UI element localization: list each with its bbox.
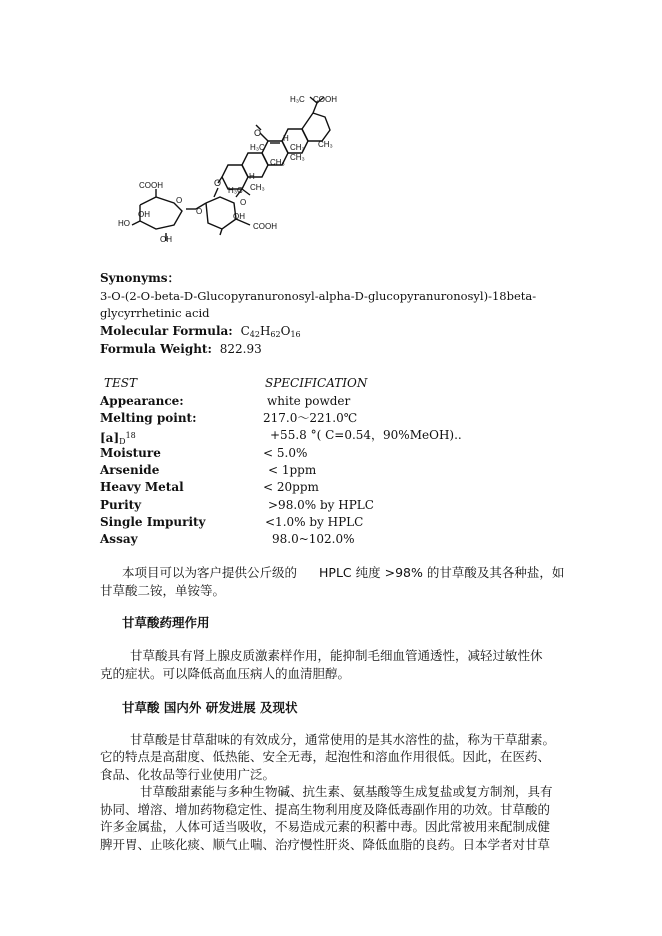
spec-test: Moisture bbox=[100, 446, 161, 460]
weight-label: Formula Weight: bbox=[100, 342, 212, 356]
chem-label: CH₃ bbox=[318, 140, 333, 149]
chem-label: H₃C bbox=[250, 143, 265, 152]
chem-label: COOH bbox=[253, 222, 277, 231]
spec-test: Appearance: bbox=[100, 394, 184, 408]
spec-test: Purity bbox=[100, 498, 142, 512]
chem-label: O bbox=[176, 196, 183, 205]
spec-value: 98.0~102.0% bbox=[272, 532, 355, 546]
formula-o: O bbox=[280, 324, 291, 338]
chem-label: CH₃ bbox=[290, 153, 305, 162]
research-line-6: 许多金属盐，人体可适当吸收，不易造成元素的积蓄中毒。因此常被用来配制成健 bbox=[100, 819, 551, 834]
spec-test: [a] bbox=[100, 431, 120, 445]
research-line-5: 协同、增溶、增加药物稳定性、提高生物利用度及降低毒副作用的功效。甘草酸的 bbox=[100, 802, 551, 817]
spec-test: Melting point: bbox=[100, 411, 197, 425]
spec-test: Assay bbox=[100, 532, 138, 546]
spec-test: Arsenide bbox=[100, 463, 160, 477]
intro-a: 本项目可以为客户提供公斤级的 bbox=[122, 565, 298, 580]
formula-h-n: 62 bbox=[270, 330, 281, 339]
intro-line-1 bbox=[122, 563, 564, 582]
synonyms-line-2: glycyrrhetinic acid bbox=[100, 306, 210, 320]
spec-test-sub: D bbox=[119, 437, 126, 446]
intro-b: HPLC 纯度 >98% 的甘草酸及其各种盐，如 bbox=[319, 565, 565, 580]
research-line-4: 甘草酸甜素能与多种生物碱、抗生素、氨基酸等生成复盐或复方制剂，具有 bbox=[140, 784, 553, 799]
chem-label: H₃C bbox=[228, 186, 243, 195]
chem-label: CH₃ bbox=[250, 183, 265, 192]
chem-label: OH bbox=[138, 210, 150, 219]
col-spec-header: SPECIFICATION bbox=[265, 376, 368, 390]
spec-value: < 20ppm bbox=[263, 480, 319, 494]
spec-value: white powder bbox=[267, 394, 351, 408]
col-test-header: TEST bbox=[104, 376, 137, 390]
chem-label: COOH bbox=[139, 181, 163, 190]
molecular-formula bbox=[100, 323, 301, 343]
research-line-2: 它的特点是高甜度、低热能、安全无毒，起泡性和溶血作用很低。因此，在医药、 bbox=[100, 749, 551, 764]
chem-label: CH₃ bbox=[290, 143, 305, 152]
spec-test-sup: 18 bbox=[125, 431, 136, 440]
formula-c: C bbox=[240, 324, 250, 338]
formula-label: Molecular Formula: bbox=[100, 324, 233, 338]
chem-label: H₃C bbox=[290, 95, 305, 104]
chem-label: HO bbox=[118, 219, 130, 228]
intro-line-2: 甘草酸二铵，单铵等。 bbox=[100, 583, 226, 598]
pharmacology-line-1: 甘草酸具有肾上腺皮质激素样作用，能抑制毛细血管通透性，减轻过敏性休 bbox=[130, 648, 543, 663]
chem-label: OH bbox=[233, 212, 245, 221]
chem-label: COOH bbox=[313, 95, 337, 104]
spec-value: 217.0～221.0℃ bbox=[263, 411, 358, 425]
formula-weight bbox=[100, 341, 262, 358]
spec-value: <1.0% by HPLC bbox=[265, 515, 364, 529]
spec-test: Single Impurity bbox=[100, 515, 206, 529]
spec-value: >98.0% by HPLC bbox=[268, 498, 374, 512]
research-line-7: 脾开胃、止咳化痰、顺气止喘、治疗慢性肝炎、降低血脂的良药。日本学者对甘草 bbox=[100, 837, 551, 852]
weight-value: 822.93 bbox=[219, 342, 262, 356]
spec-value: +55.8 °( C=0.54，90%MeOH).. bbox=[270, 428, 462, 442]
formula-o-n: 16 bbox=[290, 330, 301, 339]
research-line-3: 食品、化妆品等行业使用广泛。 bbox=[100, 767, 276, 782]
glycyrrhizic-acid-structure bbox=[110, 85, 370, 250]
pharmacology-line-2: 克的症状。可以降低高血压病人的血清胆醇。 bbox=[100, 666, 351, 681]
section-heading-research: 甘草酸 国内外 研发进展 及现状 bbox=[122, 700, 298, 715]
spec-test: Heavy Metal bbox=[100, 480, 184, 494]
chem-label: OH bbox=[160, 235, 172, 244]
chem-label: H bbox=[283, 134, 289, 143]
section-heading-pharmacology: 甘草酸药理作用 bbox=[122, 615, 210, 630]
chem-label: O bbox=[214, 178, 222, 188]
spec-value: < 5.0% bbox=[263, 446, 308, 460]
research-line-1: 甘草酸是甘草甜味的有效成分，通常使用的是其水溶性的盐，称为干草甜素。 bbox=[130, 732, 556, 747]
formula-c-n: 42 bbox=[249, 330, 260, 339]
chem-label: CH₃ bbox=[270, 158, 285, 167]
chem-label: H bbox=[249, 172, 255, 181]
chem-label: O bbox=[196, 207, 203, 216]
formula-h: H bbox=[259, 324, 271, 338]
synonyms-label: Synonyms： bbox=[100, 271, 180, 285]
synonyms-line-1: 3-O-(2-O-beta-D-Glucopyranuronosyl-alpha-D-glucopyranuronosyl)-18beta- bbox=[100, 289, 537, 303]
chem-label: O bbox=[240, 198, 247, 207]
spec-value: < 1ppm bbox=[268, 463, 317, 477]
chem-label: O bbox=[254, 128, 262, 138]
